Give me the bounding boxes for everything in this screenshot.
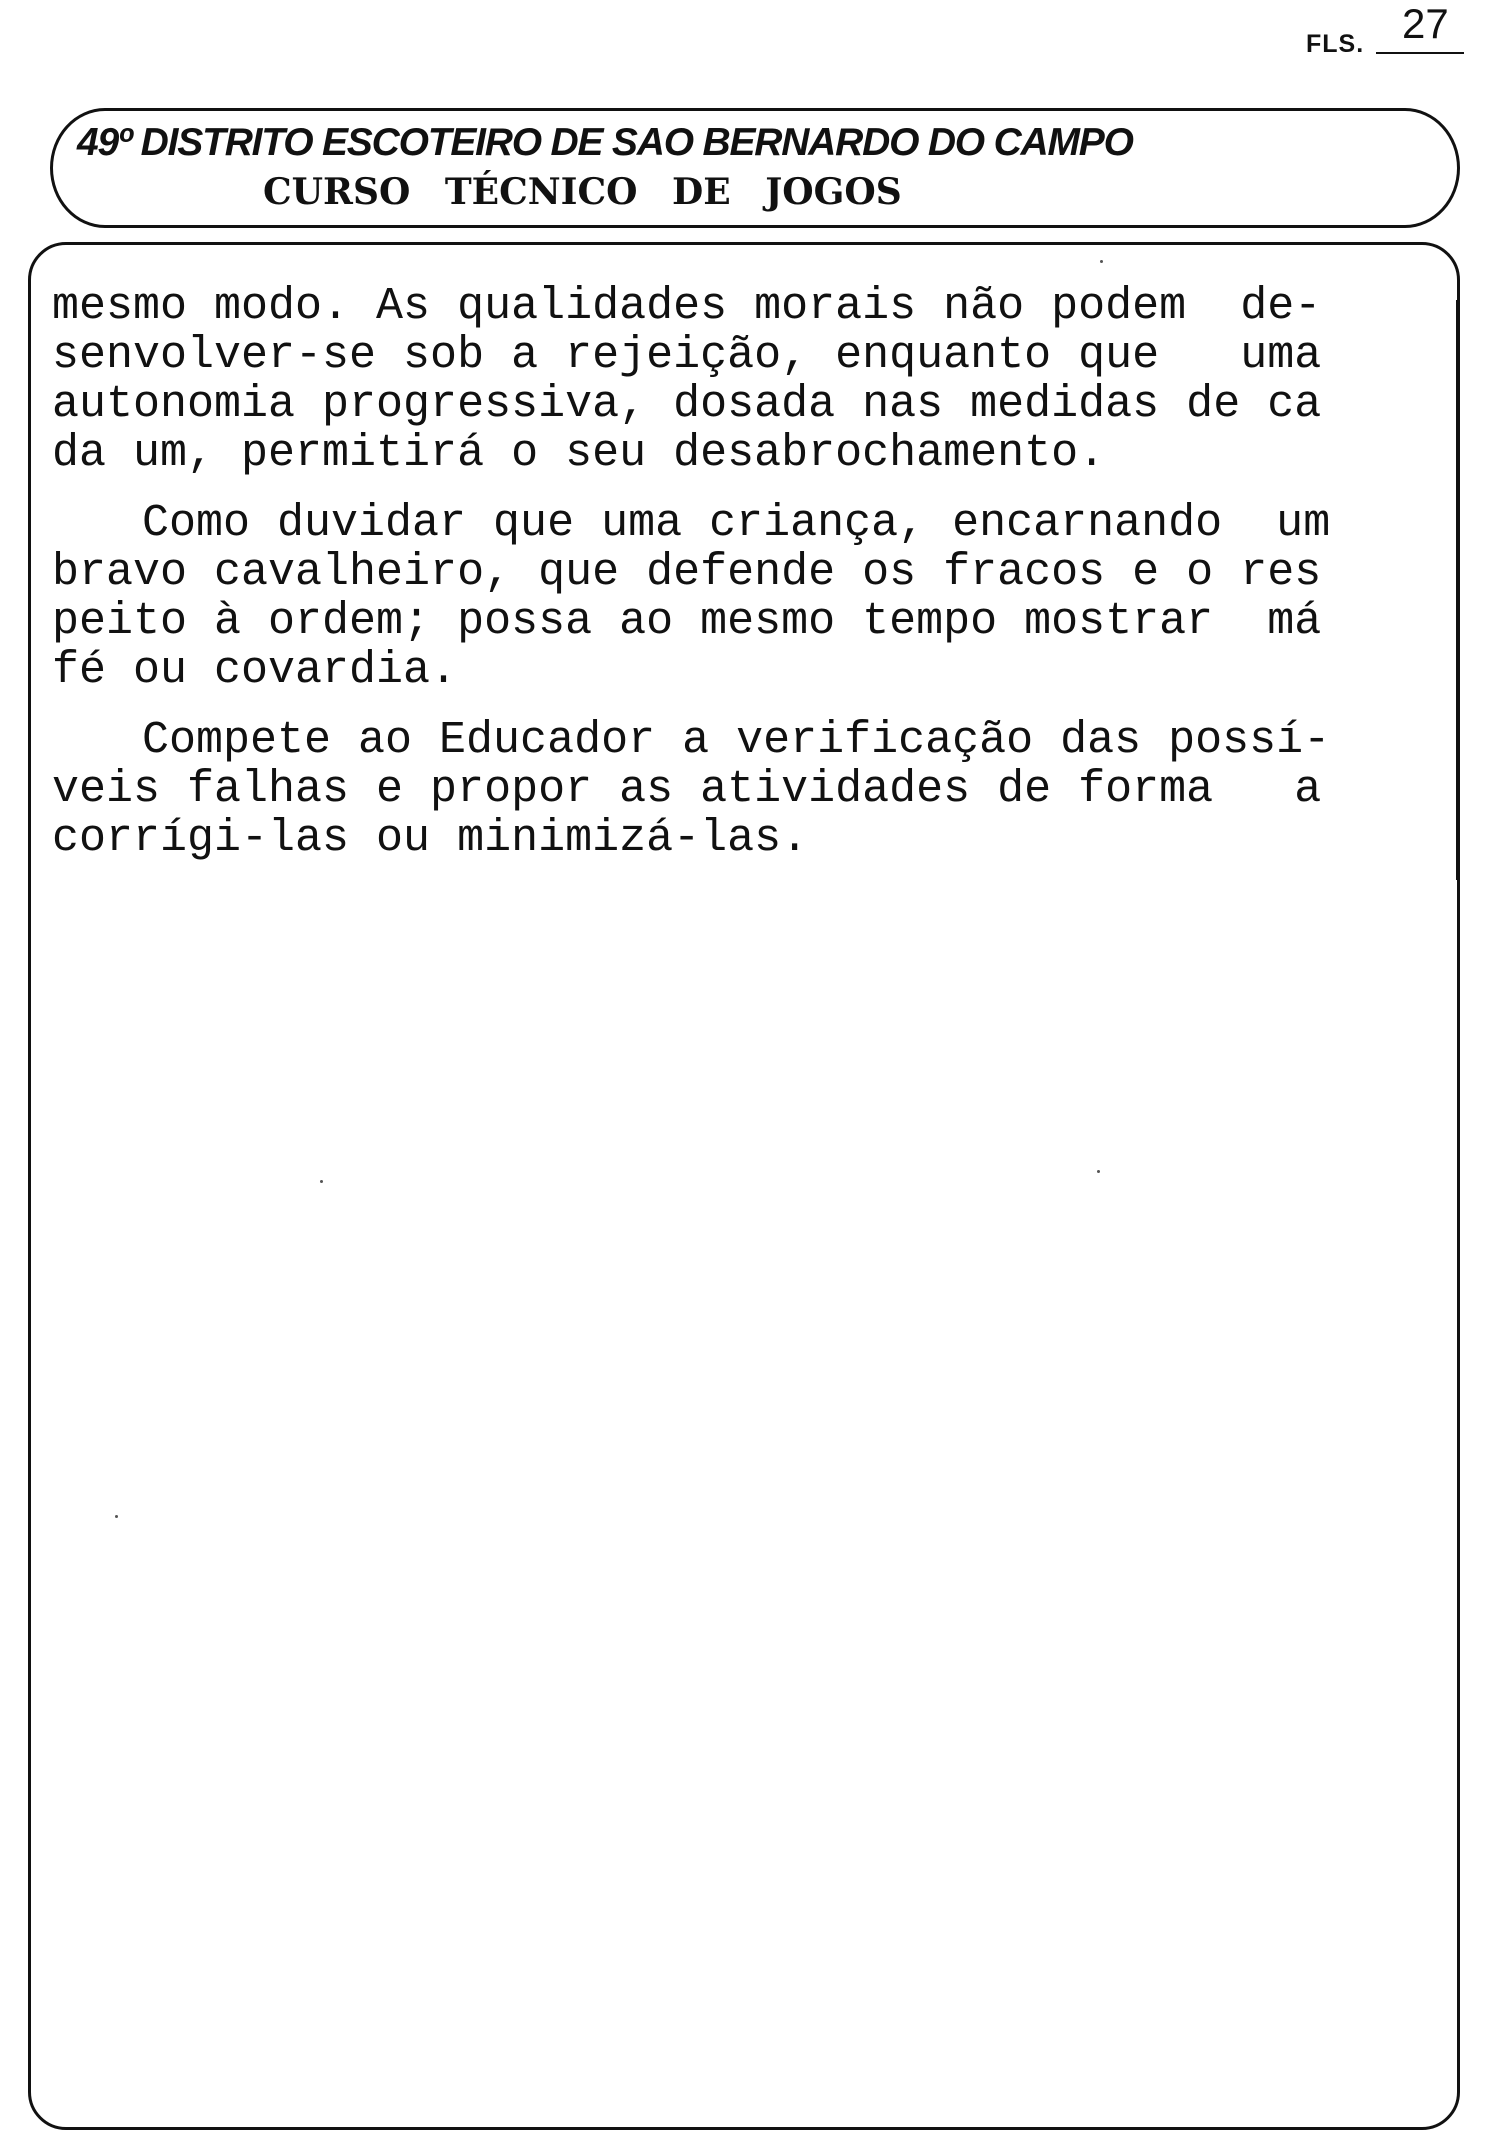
paragraph-3: [52, 716, 1462, 863]
text-line: corrígi-las ou minimizá-las.: [52, 813, 809, 864]
header-title: 49º DISTRITO ESCOTEIRO DE SAO BERNARDO DO CAMPO: [77, 121, 1133, 164]
folha-label: FLS.: [1306, 30, 1365, 58]
scan-speck: [115, 1515, 118, 1518]
text-line: senvolver-se sob a rejeição, enquanto que uma: [52, 330, 1322, 381]
text-line: da um, permitirá o seu desabrochamento.: [52, 428, 1106, 479]
scan-speck: [1097, 1170, 1100, 1173]
text-line: Compete ao Educador a verificação das possí-: [142, 715, 1331, 766]
text-line: Como duvidar que uma criança, encarnando um: [142, 498, 1331, 549]
text-line: autonomia progressiva, dosada nas medidas de ca: [52, 379, 1322, 430]
paragraph-1: [52, 282, 1462, 478]
text-line: veis falhas e propor as atividades de forma a: [52, 764, 1322, 815]
folha-page-number: 27: [1402, 0, 1449, 47]
header-subtitle: CURSO TÉCNICO DE JOGOS: [263, 171, 902, 213]
scan-speck: [320, 1180, 323, 1183]
text-line: peito à ordem; possa ao mesmo tempo mostrar má: [52, 596, 1322, 647]
body-text: [52, 282, 1462, 884]
scan-speck: [1100, 260, 1103, 263]
text-line: bravo cavalheiro, que defende os fracos e o res: [52, 547, 1322, 598]
text-line: mesmo modo. As qualidades morais não podem de-: [52, 281, 1322, 332]
folha-underline: [1376, 52, 1464, 54]
folha-number: [1300, 0, 1465, 60]
text-line: fé ou covardia.: [52, 645, 458, 696]
header-banner: [50, 108, 1460, 228]
paragraph-2: [52, 499, 1462, 695]
